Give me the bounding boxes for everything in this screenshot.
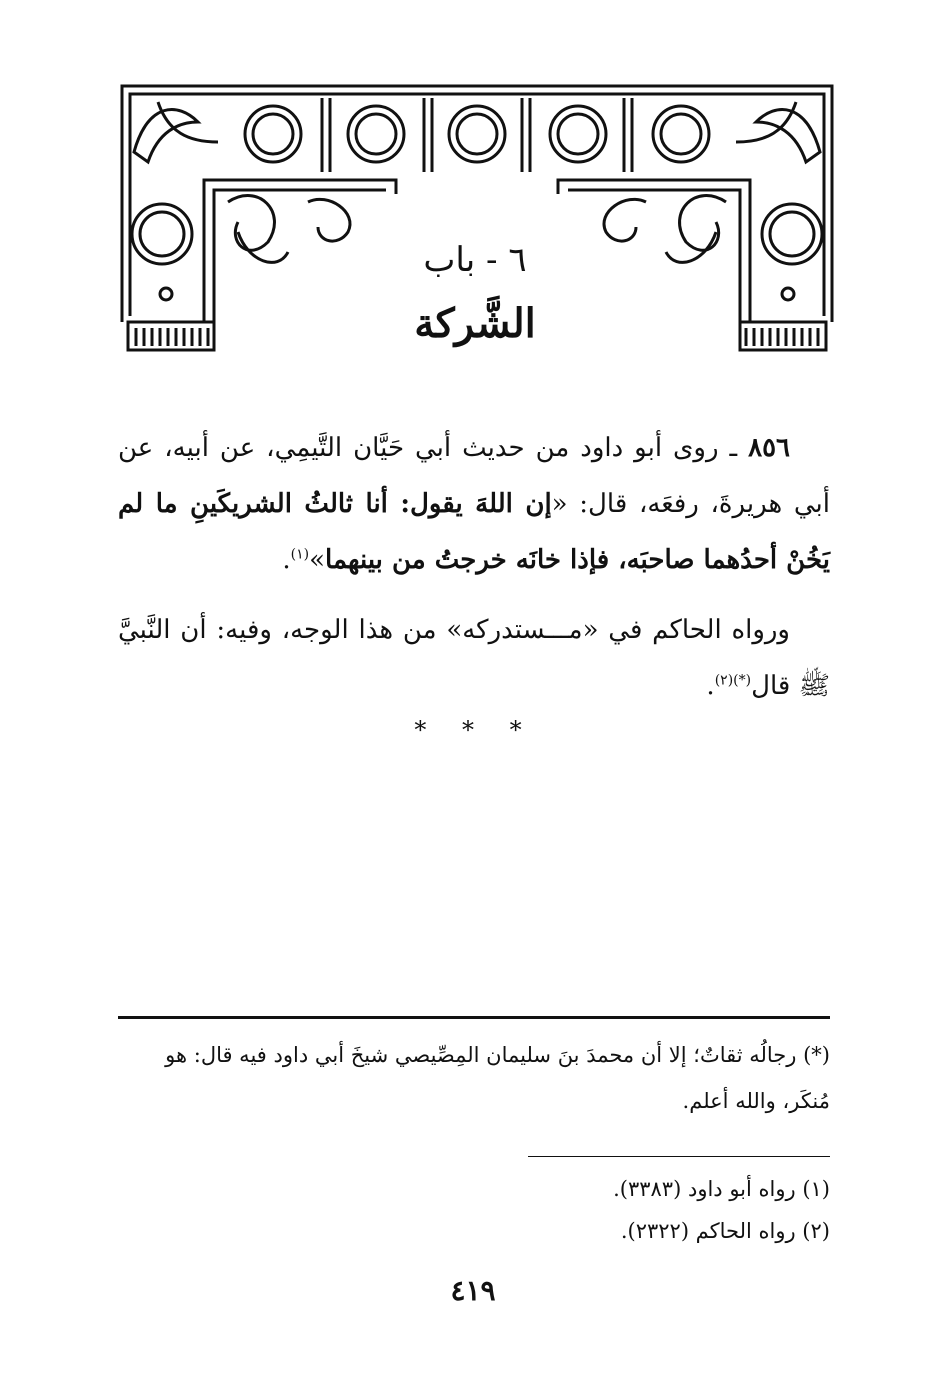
footnote-1: (١) رواه أبو داود (٣٣٨٣).: [613, 1177, 830, 1201]
hadith-number: ٨٥٦: [748, 433, 791, 463]
quote-close: »: [309, 545, 326, 575]
footnote-divider-short: [528, 1156, 830, 1157]
footnote-star: (*) رجالُه ثقاتٌ؛ إلا أن محمدَ بنَ سليمان المِصِّيصي شيخَ أبي داود فيه قال: هو مُنكَر، والله أعلم.: [165, 1043, 830, 1113]
main-text: [118, 420, 830, 714]
chapter-heading: ٦ - باب: [423, 240, 527, 280]
footnote-ref-star-2[interactable]: (*)(٢): [714, 672, 752, 689]
page-number: ٤١٩: [450, 1274, 496, 1307]
hadith-paragraph: ٨٥٦ ـ روى أبو داود من حديث أبي حَيَّان التَّيمِي، عن أبيه، عن أبي هريرةَ، رفعَه، قال: «إن اللهَ يقول: أنا ثالثُ الشريكَينِ ما لم يَخُنْ أحدُهما صاحبَه، فإذا خانَه خرجتُ من بينهما»$^{(١)}$.: [118, 433, 830, 575]
hadith-quote: إن اللهَ يقول: أنا ثالثُ الشريكَينِ ما لم يَخُنْ أحدُهما صاحبَه، فإذا خانَه خرجتُ من بينهما: [118, 489, 830, 575]
footnote-ref-1[interactable]: (١): [290, 546, 310, 563]
chapter-title: الشَّركة: [414, 300, 536, 347]
second-paragraph-text: ورواه الحاكم في «مـــستدركه» من هذا الوجه، وفيه: أن النَّبيَّ ﷺ قال: [118, 615, 830, 701]
second-paragraph: ورواه الحاكم في «مـــستدركه» من هذا الوجه، وفيه: أن النَّبيَّ ﷺ قال$^{(*)(٢)}$.: [118, 615, 830, 701]
hadith-intro: ـ روى أبو داود من حديث أبي حَيَّان التَّيمِي، عن أبيه، عن أبي هريرةَ، رفعَه، قال: «: [118, 433, 830, 519]
footnote-2: (٢) رواه الحاكم (٢٣٢٢).: [620, 1219, 830, 1243]
section-separator: * * *: [414, 716, 536, 744]
footnote-divider: [118, 1016, 830, 1019]
